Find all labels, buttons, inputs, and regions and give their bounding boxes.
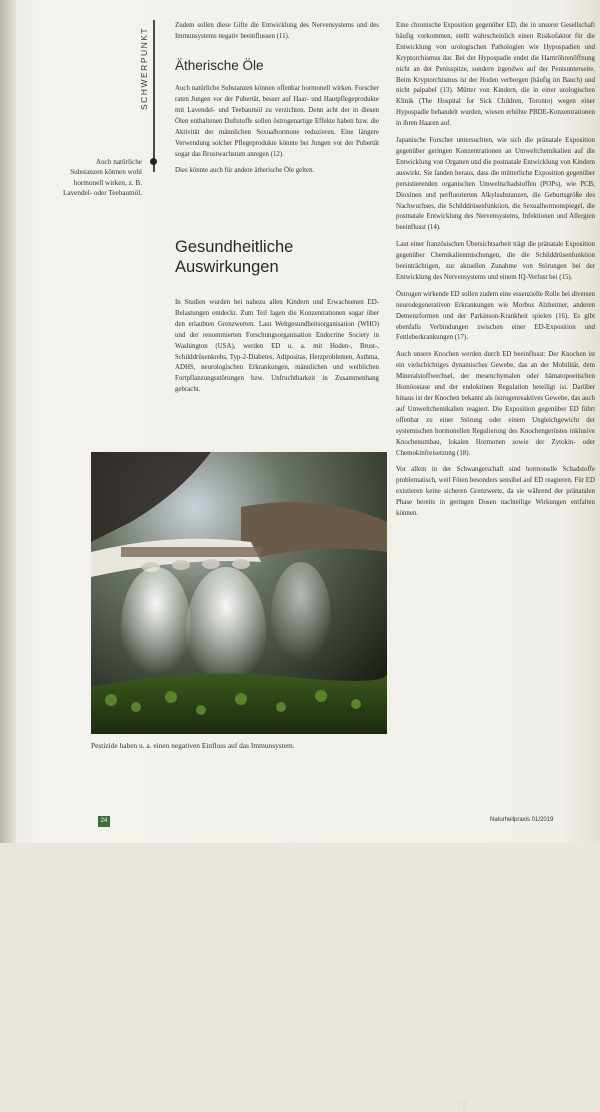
section-label: SCHWERPUNKT <box>139 26 149 110</box>
photo-illustration <box>91 452 387 734</box>
footer-publication: Naturheilpraxis 01/2019 <box>490 817 554 823</box>
intro-paragraph: Zudem sollen diese Gifte die Entwicklung des Nervensystems und des Immunsystems negativ beeinflussen (11). <box>175 22 379 40</box>
page-number: 24 <box>98 816 110 827</box>
photo-credit: Foto: © ... <box>457 1102 467 1112</box>
margin-note-dot <box>150 158 157 165</box>
paragraph: In Studien wurden bei nahezu allen Kindern und Erwachsenen ED-Belastungen entdeckt. Zum Teil lagen die Konzentrationen sogar über den erlaubten Grenzwerten. Laut Weltgesundheitsorganisation (WHO) und der renommierten Forschungsorganisation Endocrine Society in Washington (USA), werden ED u. a. mit Hoden-, Brust-, Schilddrüsenkrebs, Typ-2-Diabetes, Adipositas, Herzproblemen, Asthma, ADHS, neurologischen Erkrankungen, männlichen und weiblichen Fortpflanzungsstörungen bzw. Unfruchtbarkeit in Zusammenhang gebracht. <box>175 299 379 394</box>
section-rule <box>153 20 155 172</box>
paragraph: Eine chronische Exposition gegenüber ED, die in unserer Gesellschaft häufig vorkommen, stellt wahrscheinlich einen Risikofaktor für die Entwicklung von urologischen Pathologien wie Hypospadien und Kryptorchismus dar. Bei der Hypospadie endet die Harnröhrenöffnung nicht an der Penisspitze, sondern irgendwo auf der Penisunterseite. Beim Kryptorchismus ist der Hoden verborgen (häufig im Bauch) und nicht palpabel (13). Mütter von Kindern, die in einer urologischen Klinik (The Hospital for Sick Children, Toronto) wegen einer Hypospadie behandelt wurden, wiesen erhöhte PBDE-Konzentrationen in ihren Haaren auf. <box>396 22 595 128</box>
right-column <box>396 21 595 526</box>
page-gutter-shadow <box>0 0 16 843</box>
paragraph: Östrogen wirkende ED sollen zudem eine essenzielle Rolle bei diversen neurodegenerativen Erkrankungen wie Morbus Alzheimer, anderen Demenzformen und der Parkinson-Krankheit spielen (16). Es gibt ebenfalls Verbindungen zwischen einer ED-Exposition und Fettleberkrankungen (17). <box>396 290 595 342</box>
paragraph: Vor allem in der Schwangerschaft sind hormonelle Schadstoffe problematisch, weil Föten besonders sensibel auf ED reagieren. Für ED existieren keine sicheren Grenzwerte, da sie während der pränatalen Phase bereits in geringen Dosen nachteilige Wirkungen entfalten können. <box>396 466 595 518</box>
main-heading: Gesundheitliche Auswirkungen <box>175 238 294 276</box>
margin-note: Auch natürliche Substanzen können wohl hormonell wirken, z. B. Lavendel- oder Teebaumöl. <box>63 158 142 198</box>
middle-column-bottom <box>175 298 379 402</box>
paragraph: Auch natürliche Substanzen können offenbar hormonell wirken. Forscher raten Jungen vor der Pubertät, besser auf Haar- und Hautpflegeprodukte mit Lavendel- und Teebaumöl zu verzichten. Denn acht der in diesen Ölen enthaltenen Duftstoffe sollen östrogenartige Effekte haben bzw. die Aktivität der männlichen Sexualhormone reduzieren. Eine längere Verwendung solcher Pflegeprodukte könnte bei Jungen vor der Pubertät sogar das Brustwachstum anregen (12). <box>175 85 379 158</box>
paragraph: Auch unsere Knochen werden durch ED beeinflusst: Der Knochen ist ein vielschichtiges dynamisches Gewebe, das an der Mobilität, dem Mineralstoffwechsel, der mesenchymalen oder hämatopoetischen Homöostase und der endokrinen Regulation beteiligt ist. Darüber hinaus ist der Knochen bekannt als östrogenreaktives Gewebe, das auch auf Umweltchemikalien reagiert. Die Exposition gegenüber ED führt offenbar zu einer Störung oder einem Ungleichgewicht der systemischen hormonellen Regulierung des Knochengerüstes inklusive Knochenumbau, lokalen Hormonen sowie der Zytokin- oder Chemokinfreisetzung (18). <box>396 351 595 457</box>
paragraph: Japanische Forscher untersuchten, wie sich die pränatale Exposition gegenüber geringen Konzentrationen an Umweltchemikalien auf die Entwicklung von Organen und die postnatale Entwicklung von Kindern auswirkt. Sie fanden heraus, dass die mütterliche Exposition gegenüber persistierenden organischen Umweltschadstoffen (POPs), wie PCB, Dioxinen und perfluorierten Alkylsubstanzen, die Geburtsgröße des Nachwuchses, die Schilddrüsenfunktion, die Sexualhormonspiegel, die postnatale Entwicklung des Nervensystems, Infektionen und Allergien beeinflusst (14). <box>396 137 595 232</box>
middle-column-top <box>175 21 379 183</box>
paragraph: Laut einer französischen Übersichtsarbeit trägt die pränatale Exposition gegenüber Chemikalienmischungen, die die Schilddrüsenfunktion beeinträchtigen, zur aktuellen Zunahme von Störungen bei der Entwicklung des Nervensystems und einem IQ-Verlust bei (15). <box>396 241 595 281</box>
photo-caption: Pestizide haben u. a. einen negativen Einfluss auf das Immunsystem. <box>91 741 295 750</box>
paragraph: Dies könnte auch für andere ätherische Öle gelten. <box>175 167 315 175</box>
subheading-essential-oils: Ätherische Öle <box>175 57 264 73</box>
